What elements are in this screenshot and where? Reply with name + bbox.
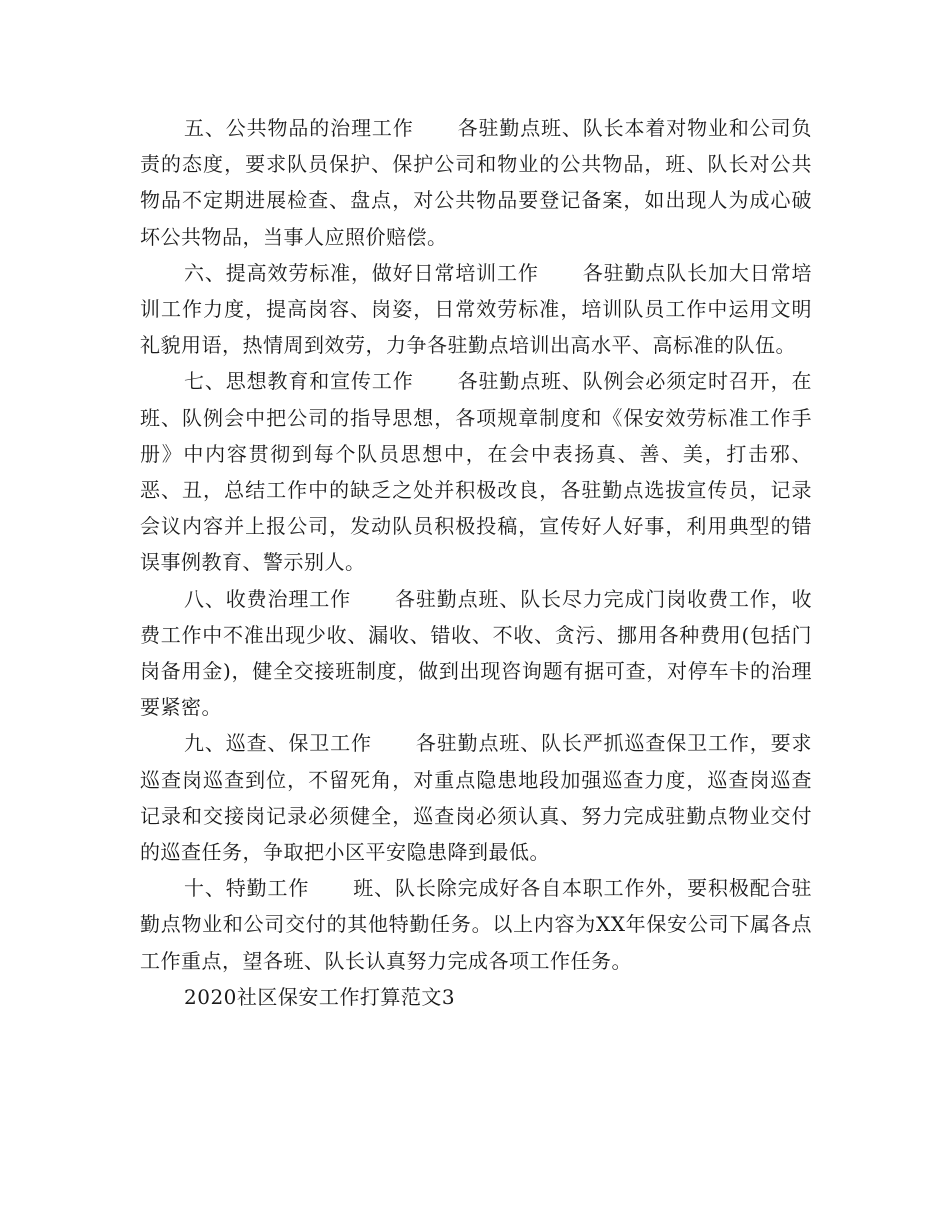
paragraph-special-duty: [140, 870, 812, 979]
section-heading: 五、公共物品的治理工作: [184, 116, 414, 140]
closing-line: 2020社区保安工作打算范文3: [184, 984, 456, 1009]
section-heading: 六、提高效劳标准，做好日常培训工作: [184, 260, 539, 285]
paragraph-public-goods: [140, 110, 812, 255]
section-heading: 九、巡查、保卫工作: [184, 731, 372, 756]
section-body: 班、队长除完成好各自本职工作外，要积极配合驻勤点物业和公司交付的其他特勤任务。以上内容为XX年保安公司下属各点工作重点，望各班、队长认真努力完成各项工作任务。: [140, 876, 813, 973]
section-body: 各驻勤点班、队长尽力完成门岗收费工作，收费工作中不准出现少收、漏收、错收、不收、贪污、挪用各种费用(包括门岗备用金)，健全交接班制度，做到出现咨询题有据可查，对停车卡的治理要紧密。: [140, 586, 813, 720]
section-heading: 十、特勤工作: [184, 876, 310, 901]
section-body: 各驻勤点队长加大日常培训工作力度，提高岗容、岗姿，日常效劳标准，培训队员工作中运用文明礼貌用语，热情周到效劳，力争各驻勤点培训出高水平、高标准的队伍。: [140, 260, 813, 358]
section-heading: 七、思想教育和宣传工作: [184, 369, 414, 394]
section-heading: 八、收费治理工作: [184, 586, 351, 611]
section-body: 各驻勤点班、队长严抓巡查保卫工作，要求巡查岗巡查到位，不留死角，对重点隐患地段加强巡查力度，巡查岗巡查记录和交接岗记录必须健全，巡查岗必须认真、努力完成驻勤点物业交付的巡查任务，争取把小区平安隐患降到最低。: [140, 731, 813, 865]
section-body: 各驻勤点班、队长本着对物业和公司负责的态度，要求队员保护、保护公司和物业的公共物品，班、队长对公共物品不定期进展检查、盘点，对公共物品要登记备案，如出现人为成心破坏公共物品，当事人应照价赔偿。: [140, 116, 813, 249]
section-body: 各驻勤点班、队例会必须定时召开，在班、队例会中把公司的指导思想，各项规章制度和《保安效劳标准工作手册》中内容贯彻到每个队员思想中，在会中表扬真、善、美，打击邪、恶、丑，总结工作中的缺乏之处并积极改良，各驻勤点选拔宣传员，记录会议内容并上报公司，发动队员积极投稿，宣传好人好事，利用典型的错误事例教育、警示别人。: [140, 369, 813, 575]
paragraph-education-publicity: [140, 363, 812, 580]
paragraph-fee-management: [140, 581, 812, 726]
paragraph-service-training: [140, 255, 812, 364]
paragraph-patrol-security: [140, 725, 812, 870]
document-body: [140, 110, 812, 1015]
